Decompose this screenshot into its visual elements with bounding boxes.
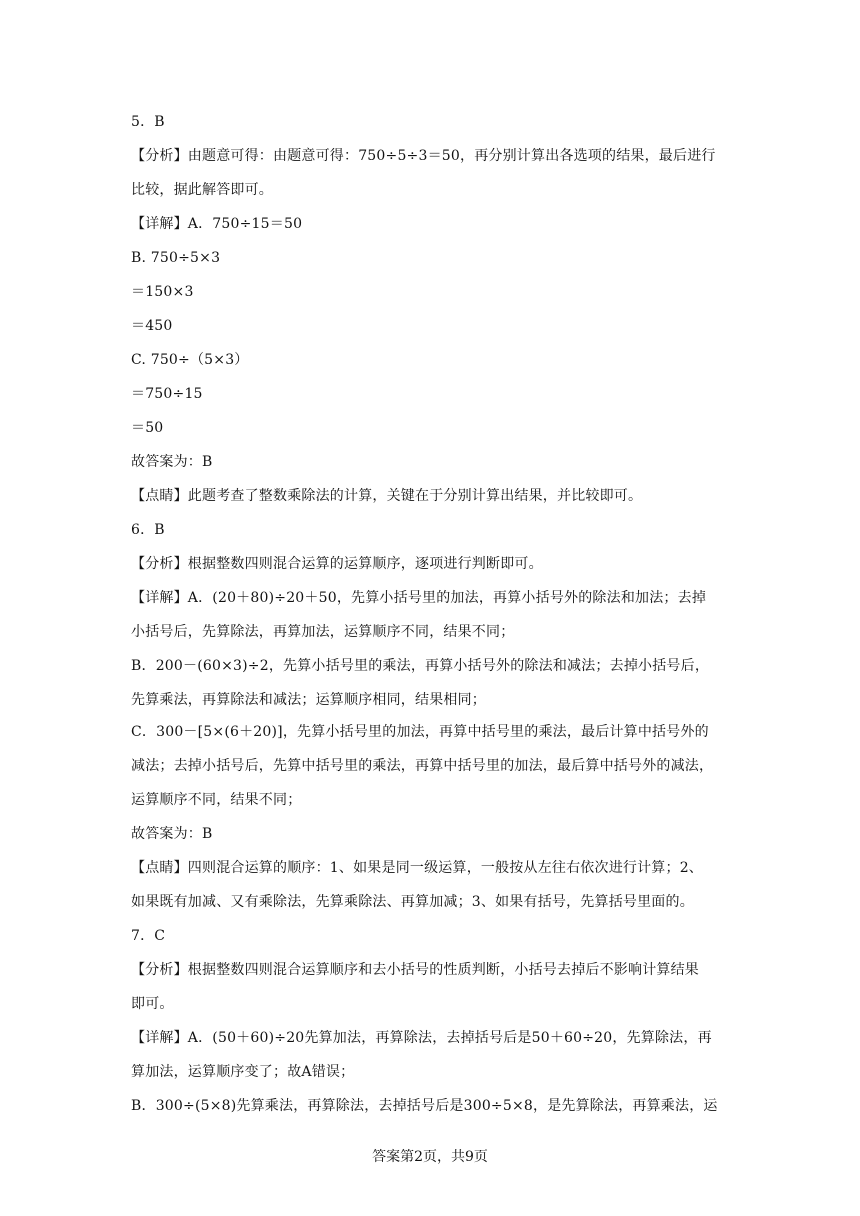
answer-5-detail-b-step2: ＝450 (131, 318, 173, 334)
answer-6-detail-c-line3: 运算顺序不同，结果不同； (131, 792, 302, 808)
answer-5-detail-b-step1: ＝150×3 (131, 284, 194, 300)
answer-7-detail-a-line2: 算加法，运算顺序变了；故A错误； (131, 1064, 355, 1080)
page-footer: 答案第2页，共9页 (372, 1149, 488, 1165)
answer-6-comment-line1: 【点睛】四则混合运算的顺序：1、如果是同一级运算，一般按从左往右依次进行计算；2、 (131, 860, 704, 876)
answer-6-heading: 6．B (131, 522, 165, 538)
answer-6-detail-c-line1: C．300－[5×(6＋20)]，先算小括号里的加法，再算中括号里的乘法，最后计算中括号外的 (131, 724, 709, 740)
answer-5-analysis-line1: 【分析】由题意可得：由题意可得：750÷5÷3＝50，再分别计算出各选项的结果，最后进行 (131, 148, 716, 164)
answer-5-comment: 【点睛】此题考查了整数乘除法的计算，关键在于分别计算出结果，并比较即可。 (131, 488, 643, 504)
answer-5-heading: 5．B (131, 114, 165, 130)
answer-6-detail-a-line1: 【详解】A．(20＋80)÷20＋50，先算小括号里的加法，再算小括号外的除法和加法；去掉 (131, 590, 707, 606)
answer-5-analysis-line2: 比较，据此解答即可。 (131, 182, 273, 198)
answer-7-heading: 7．C (131, 928, 166, 944)
answer-6-detail-a-line2: 小括号后，先算除法，再算加法，运算顺序不同，结果不同； (131, 624, 515, 640)
answer-7-analysis-line2: 即可。 (131, 996, 174, 1012)
answer-5-detail-b: B. 750÷5×3 (131, 250, 221, 266)
answer-5-detail-c-step2: ＝50 (131, 420, 164, 436)
answer-7-detail-a-line1: 【详解】A．(50＋60)÷20先算加法，再算除法，去掉括号后是50＋60÷20，先算除法，再 (131, 1030, 712, 1046)
answer-5-detail-a: 【详解】A．750÷15＝50 (131, 216, 303, 232)
answer-6-detail-b-line2: 先算乘法，再算除法和减法；运算顺序相同，结果相同； (131, 692, 486, 708)
answer-6-final: 故答案为：B (131, 826, 213, 842)
answer-5-final: 故答案为：B (131, 454, 213, 470)
answer-6-detail-c-line2: 减法；去掉小括号后，先算中括号里的乘法，再算中括号里的加法，最后算中括号外的减法， (131, 758, 714, 774)
answer-5-detail-c-step1: ＝750÷15 (131, 386, 203, 402)
answer-6-comment-line2: 如果既有加减、又有乘除法，先算乘除法、再算加减；3、如果有括号，先算括号里面的。 (131, 894, 694, 910)
answer-6-analysis: 【分析】根据整数四则混合运算的运算顺序，逐项进行判断即可。 (131, 556, 543, 572)
answer-7-detail-b-line1: B．300÷(5×8)先算乘法，再算除法，去掉括号后是300÷5×8，是先算除法，再算乘法，运 (131, 1098, 718, 1114)
answer-6-detail-b-line1: B．200－(60×3)÷2，先算小括号里的乘法，再算小括号外的除法和减法；去掉小括号后， (131, 658, 710, 674)
answer-7-analysis-line1: 【分析】根据整数四则混合运算顺序和去小括号的性质判断，小括号去掉后不影响计算结果 (131, 962, 699, 978)
answer-5-detail-c: C. 750÷（5×3） (131, 352, 249, 368)
